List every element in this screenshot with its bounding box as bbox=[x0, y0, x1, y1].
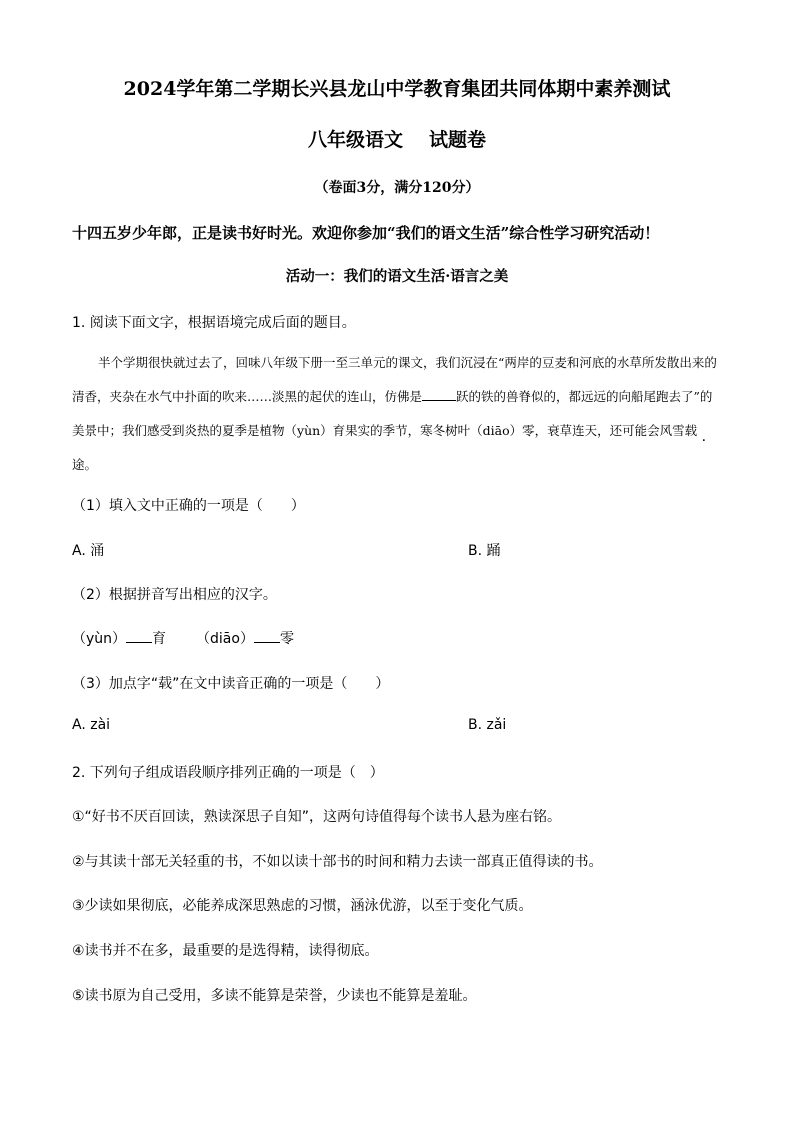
q1-sub2: （2）根据拼音写出相应的汉字。 bbox=[72, 587, 277, 603]
pinyin-diao: （diāo） bbox=[196, 631, 254, 647]
q1-sub2-blanks bbox=[72, 628, 722, 648]
intro-text: 十四五岁少年郎，正是读书好时光。欢迎你参加“我们的语文生活”综合性学习研究活动！ bbox=[72, 224, 660, 242]
option-a: A. zài bbox=[72, 717, 111, 733]
exam-subtitle bbox=[0, 125, 794, 152]
q2-stem: 2. 下列句子组成语段顺序排列正确的一项是（ ） bbox=[72, 765, 384, 781]
q1-sub1-options bbox=[72, 540, 722, 560]
q1-stem: 1. 阅读下面文字，根据语境完成后面的题目。 bbox=[72, 315, 356, 331]
q2-item: ④读书并不在多，最重要的是选得精，读得彻底。 bbox=[72, 943, 379, 959]
q2-item: ①“好书不厌百回读，熟读深思子自知”，这两句诗值得每个读书人悬为座右铭。 bbox=[72, 809, 562, 825]
q1-sub3: （3）加点字“载”在文中读音正确的一项是（ ） bbox=[72, 676, 390, 692]
subtitle-grade: 八年级语文 bbox=[307, 129, 403, 151]
q2-item: ②与其读十部无关轻重的书，不如以读十部书的时间和精力去读一部真正值得读的书。 bbox=[72, 854, 603, 870]
answer-blank-diao bbox=[254, 630, 280, 643]
option-a: A. 涌 bbox=[72, 543, 105, 559]
passage-blank bbox=[422, 388, 456, 401]
q1-passage bbox=[72, 346, 722, 482]
passage-dotted-char: 载 bbox=[684, 423, 698, 438]
passage-part-b: 跃的铁的兽脊似的，都远远的向船尾跑去了”的美景中；我们感受到炎热的夏季是植物（yùn）育果实的季节，寒冬树叶（diāo）零，衰草连天，还可能会风雪 bbox=[72, 389, 713, 438]
q2-item: ③少读如果彻底，必能养成深思熟虑的习惯，涵泳优游，以至于变化气质。 bbox=[72, 898, 533, 914]
q1-sub1: （1）填入文中正确的一项是（ ） bbox=[72, 498, 305, 514]
q2-item: ⑤读书原为自己受用，多读不能算是荣誉，少读也不能算是羞耻。 bbox=[72, 988, 477, 1004]
passage-part-a: 半个学期很快就过去了，回味八年级下册一至三单元的课文，我们沉浸在“两岸的豆麦和河底的水草所发散出来的清香，夹杂在水气中扑面的吹来……淡黑的起伏的连山，仿佛是 bbox=[72, 355, 717, 404]
blank-tail-diao: 零 bbox=[279, 631, 294, 647]
answer-blank-yun bbox=[126, 630, 152, 643]
score-note: （卷面3分，满分120分） bbox=[314, 180, 480, 196]
passage-part-c: 途。 bbox=[72, 457, 98, 472]
q1-sub3-options bbox=[72, 717, 722, 733]
activity-heading: 活动一：我们的语文生活·语言之美 bbox=[285, 268, 509, 285]
subtitle-paper: 试题卷 bbox=[429, 129, 487, 151]
option-b: B. 踊 bbox=[468, 543, 501, 559]
option-b: B. zǎi bbox=[468, 717, 507, 733]
blank-tail-yun: 育 bbox=[152, 631, 167, 647]
pinyin-yun: （yùn） bbox=[72, 631, 127, 647]
exam-title: 2024学年第二学期长兴县龙山中学教育集团共同体期中素养测试 bbox=[123, 78, 671, 100]
